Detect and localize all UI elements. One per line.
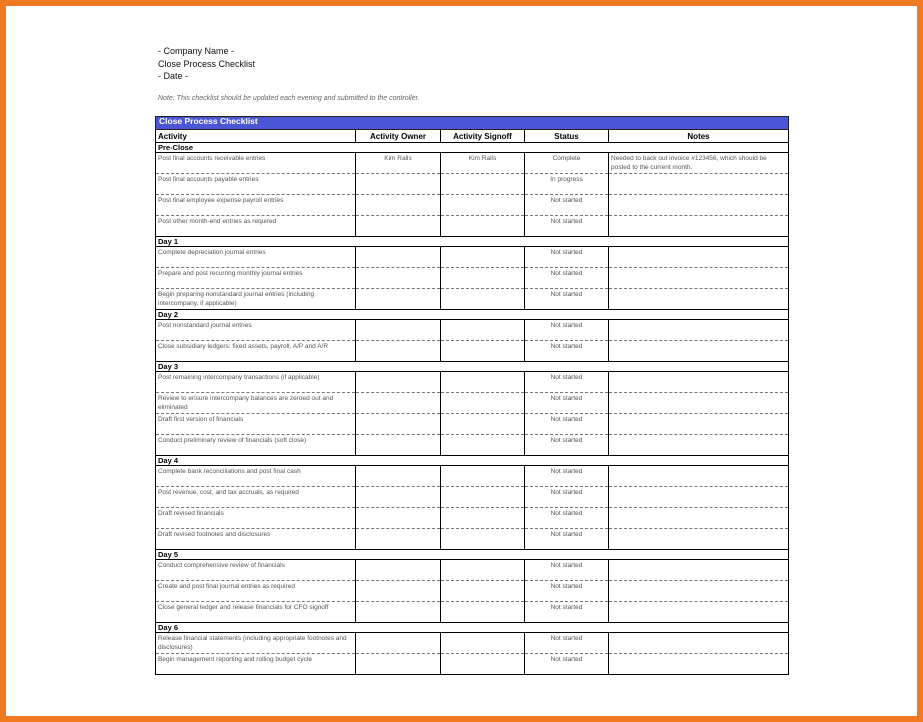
notes-cell[interactable] xyxy=(609,414,789,435)
notes-cell[interactable] xyxy=(609,393,789,414)
checklist-body xyxy=(156,143,789,675)
column-activity[interactable]: Activity xyxy=(156,130,356,143)
activity-cell[interactable]: Conduct comprehensive review of financials xyxy=(156,560,356,581)
owner-cell[interactable] xyxy=(356,508,441,529)
activity-cell[interactable]: Draft first version of financials xyxy=(156,414,356,435)
activity-cell[interactable]: Begin management reporting and rolling budget cycle xyxy=(156,654,356,675)
signoff-cell[interactable] xyxy=(441,341,525,362)
table-row[interactable] xyxy=(156,581,789,602)
status-cell[interactable]: Not started xyxy=(525,529,609,550)
notes-cell[interactable] xyxy=(609,529,789,550)
status-cell[interactable]: Not started xyxy=(525,581,609,602)
activity-cell[interactable]: Post final accounts receivable entries xyxy=(156,153,356,174)
table-banner xyxy=(156,117,789,130)
owner-cell[interactable] xyxy=(356,320,441,341)
activity-cell[interactable]: Release financial statements (including appropriate footnotes and disclosures) xyxy=(156,633,356,654)
section-title: Day 3 xyxy=(156,362,789,372)
status-cell[interactable]: Not started xyxy=(525,487,609,508)
notes-cell[interactable] xyxy=(609,372,789,393)
section-title: Pre-Close xyxy=(156,143,789,153)
company-name: - Company Name - xyxy=(158,46,235,56)
status-cell[interactable]: Not started xyxy=(525,195,609,216)
activity-cell[interactable]: Draft revised financials xyxy=(156,508,356,529)
signoff-cell[interactable] xyxy=(441,581,525,602)
table-row[interactable] xyxy=(156,414,789,435)
activity-cell[interactable]: Prepare and post recurring monthly journal entries xyxy=(156,268,356,289)
document-title: Close Process Checklist xyxy=(158,59,256,69)
activity-cell[interactable]: Close general ledger and release financials for CFO signoff xyxy=(156,602,356,623)
owner-cell[interactable] xyxy=(356,602,441,623)
section-title: Day 4 xyxy=(156,456,789,466)
status-cell[interactable]: Not started xyxy=(525,289,609,310)
owner-cell[interactable] xyxy=(356,487,441,508)
status-cell[interactable]: Not started xyxy=(525,320,609,341)
owner-cell[interactable] xyxy=(356,654,441,675)
section-title: Day 6 xyxy=(156,623,789,633)
column-notes[interactable]: Notes xyxy=(609,130,789,143)
signoff-cell[interactable] xyxy=(441,216,525,237)
owner-cell[interactable] xyxy=(356,529,441,550)
table-row[interactable] xyxy=(156,216,789,237)
signoff-cell[interactable] xyxy=(441,174,525,195)
notes-cell[interactable] xyxy=(609,581,789,602)
status-cell[interactable]: Not started xyxy=(525,602,609,623)
table-row[interactable] xyxy=(156,529,789,550)
activity-cell[interactable]: Draft revised footnotes and disclosures xyxy=(156,529,356,550)
table-row[interactable] xyxy=(156,435,789,456)
signoff-cell[interactable] xyxy=(441,289,525,310)
notes-cell[interactable]: Needed to back out invoice #123456, which should be posted to the current month. xyxy=(609,153,789,174)
signoff-cell[interactable] xyxy=(441,268,525,289)
signoff-cell[interactable] xyxy=(441,508,525,529)
owner-cell[interactable] xyxy=(356,466,441,487)
section-header-row xyxy=(156,143,789,153)
activity-cell[interactable]: Post final employee expense payroll entries xyxy=(156,195,356,216)
activity-cell[interactable]: Post remaining intercompany transactions (if applicable) xyxy=(156,372,356,393)
section-header-row xyxy=(156,550,789,560)
owner-cell[interactable] xyxy=(356,174,441,195)
notes-cell[interactable] xyxy=(609,633,789,654)
notes-cell[interactable] xyxy=(609,487,789,508)
table-row[interactable] xyxy=(156,289,789,310)
signoff-cell[interactable] xyxy=(441,466,525,487)
status-cell[interactable]: Not started xyxy=(525,268,609,289)
table-row[interactable] xyxy=(156,560,789,581)
signoff-cell[interactable] xyxy=(441,633,525,654)
table-row[interactable] xyxy=(156,153,789,174)
status-cell[interactable]: Not started xyxy=(525,341,609,362)
signoff-cell[interactable] xyxy=(441,414,525,435)
status-cell[interactable]: Not started xyxy=(525,466,609,487)
document-date: - Date - xyxy=(158,71,189,81)
section-title: Day 5 xyxy=(156,550,789,560)
instruction-note: Note: This checklist should be updated each evening and submitted to the controller. xyxy=(158,95,420,102)
table-row[interactable] xyxy=(156,372,789,393)
owner-cell[interactable] xyxy=(356,435,441,456)
notes-cell[interactable] xyxy=(609,268,789,289)
section-header-row xyxy=(156,237,789,247)
owner-cell[interactable] xyxy=(356,372,441,393)
owner-cell[interactable]: Kim Ralls xyxy=(356,153,441,174)
table-row[interactable] xyxy=(156,602,789,623)
status-cell[interactable]: Not started xyxy=(525,633,609,654)
owner-cell[interactable] xyxy=(356,289,441,310)
status-cell[interactable]: Not started xyxy=(525,560,609,581)
notes-cell[interactable] xyxy=(609,174,789,195)
table-row[interactable] xyxy=(156,487,789,508)
activity-cell[interactable]: Conduct preliminary review of financials (soft close) xyxy=(156,435,356,456)
owner-cell[interactable] xyxy=(356,393,441,414)
table-row[interactable] xyxy=(156,633,789,654)
table-row[interactable] xyxy=(156,195,789,216)
owner-cell[interactable] xyxy=(356,581,441,602)
signoff-cell[interactable] xyxy=(441,560,525,581)
signoff-cell[interactable] xyxy=(441,372,525,393)
notes-cell[interactable] xyxy=(609,247,789,268)
owner-cell[interactable] xyxy=(356,560,441,581)
section-header-row xyxy=(156,310,789,320)
signoff-cell[interactable] xyxy=(441,435,525,456)
activity-cell[interactable]: Post revenue, cost, and tax accruals, as required xyxy=(156,487,356,508)
section-header-row xyxy=(156,362,789,372)
signoff-cell[interactable] xyxy=(441,393,525,414)
notes-cell[interactable] xyxy=(609,289,789,310)
activity-cell[interactable]: Post other month-end entries as required xyxy=(156,216,356,237)
owner-cell[interactable] xyxy=(356,268,441,289)
status-cell[interactable]: Not started xyxy=(525,414,609,435)
activity-cell[interactable]: Complete depreciation journal entries xyxy=(156,247,356,268)
activity-cell[interactable]: Post nonstandard journal entries xyxy=(156,320,356,341)
owner-cell[interactable] xyxy=(356,247,441,268)
notes-cell[interactable] xyxy=(609,602,789,623)
status-cell[interactable]: Not started xyxy=(525,216,609,237)
owner-cell[interactable] xyxy=(356,633,441,654)
notes-cell[interactable] xyxy=(609,466,789,487)
section-header-row xyxy=(156,623,789,633)
notes-cell[interactable] xyxy=(609,654,789,675)
table-row[interactable] xyxy=(156,393,789,414)
status-cell[interactable]: Not started xyxy=(525,508,609,529)
signoff-cell[interactable] xyxy=(441,602,525,623)
activity-cell[interactable]: Review to ensure intercompany balances are zeroed out and eliminated xyxy=(156,393,356,414)
notes-cell[interactable] xyxy=(609,435,789,456)
status-cell[interactable]: In progress xyxy=(525,174,609,195)
signoff-cell[interactable] xyxy=(441,247,525,268)
status-cell[interactable]: Not started xyxy=(525,435,609,456)
status-cell[interactable]: Complete xyxy=(525,153,609,174)
activity-cell[interactable]: Post final accounts payable entries xyxy=(156,174,356,195)
signoff-cell[interactable]: Kim Ralls xyxy=(441,153,525,174)
section-header-row xyxy=(156,456,789,466)
owner-cell[interactable] xyxy=(356,216,441,237)
table-row[interactable] xyxy=(156,341,789,362)
owner-cell[interactable] xyxy=(356,195,441,216)
checklist-sheet xyxy=(155,116,788,675)
status-cell[interactable]: Not started xyxy=(525,372,609,393)
activity-cell[interactable]: Create and post final journal entries as required xyxy=(156,581,356,602)
notes-cell[interactable] xyxy=(609,341,789,362)
table-row[interactable] xyxy=(156,508,789,529)
activity-cell[interactable]: Begin preparing nonstandard journal entries (including intercompany, if applicable) xyxy=(156,289,356,310)
owner-cell[interactable] xyxy=(356,414,441,435)
notes-cell[interactable] xyxy=(609,195,789,216)
column-activity-owner[interactable]: Activity Owner xyxy=(356,130,441,143)
signoff-cell[interactable] xyxy=(441,529,525,550)
table-row[interactable] xyxy=(156,268,789,289)
signoff-cell[interactable] xyxy=(441,195,525,216)
checklist-table xyxy=(155,116,789,675)
notes-cell[interactable] xyxy=(609,560,789,581)
status-cell[interactable]: Not started xyxy=(525,247,609,268)
activity-cell[interactable]: Close subsidiary ledgers: fixed assets, payroll, A/P and A/R xyxy=(156,341,356,362)
status-cell[interactable]: Not started xyxy=(525,393,609,414)
banner-title: Close Process Checklist xyxy=(156,117,789,130)
table-row[interactable] xyxy=(156,320,789,341)
table-row[interactable] xyxy=(156,466,789,487)
column-activity-signoff[interactable]: Activity Signoff xyxy=(441,130,525,143)
notes-cell[interactable] xyxy=(609,216,789,237)
status-cell[interactable]: Not started xyxy=(525,654,609,675)
activity-cell[interactable]: Complete bank reconciliations and post final cash xyxy=(156,466,356,487)
column-status[interactable]: Status xyxy=(525,130,609,143)
signoff-cell[interactable] xyxy=(441,320,525,341)
table-row[interactable] xyxy=(156,654,789,675)
table-row[interactable] xyxy=(156,174,789,195)
signoff-cell[interactable] xyxy=(441,487,525,508)
section-title: Day 1 xyxy=(156,237,789,247)
notes-cell[interactable] xyxy=(609,320,789,341)
section-title: Day 2 xyxy=(156,310,789,320)
notes-cell[interactable] xyxy=(609,508,789,529)
owner-cell[interactable] xyxy=(356,341,441,362)
column-header-row xyxy=(156,130,789,143)
signoff-cell[interactable] xyxy=(441,654,525,675)
table-row[interactable] xyxy=(156,247,789,268)
